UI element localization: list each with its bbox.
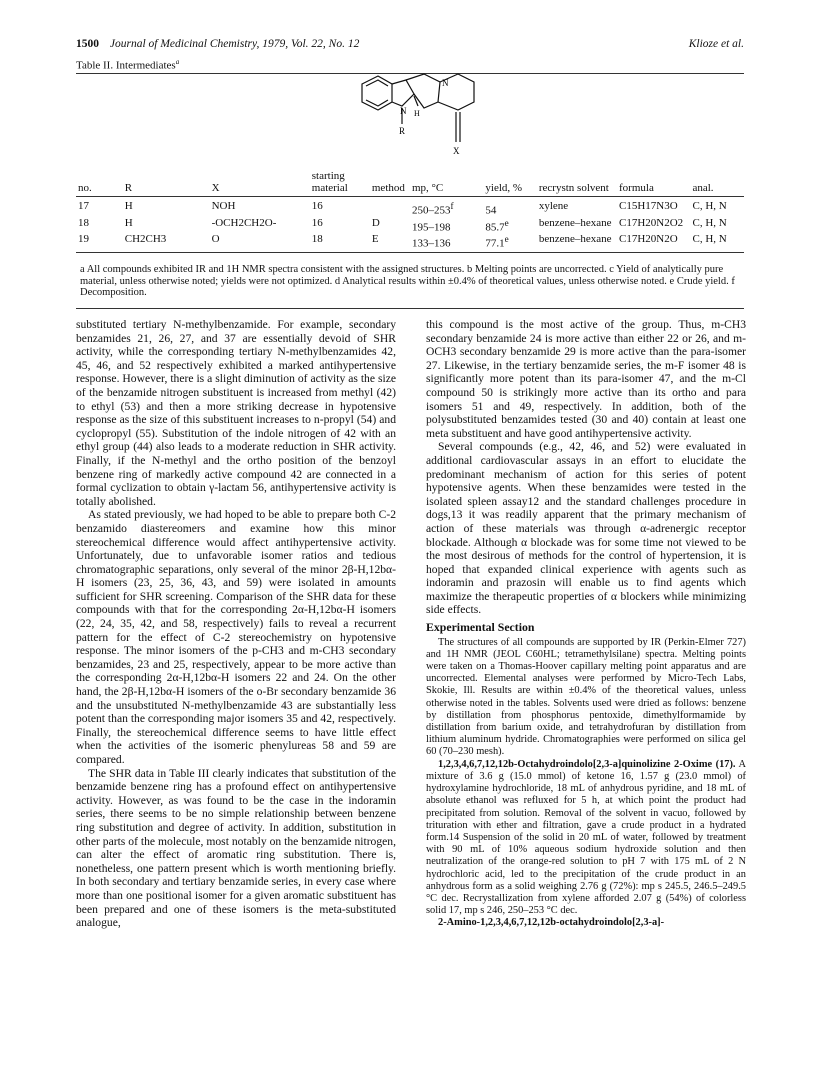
cell-x: -OCH2CH2O- <box>211 216 277 229</box>
cell-solvent: benzene–hexane <box>537 233 617 252</box>
cell-no: 18 <box>78 216 89 229</box>
table-bottom-rule <box>76 308 744 309</box>
col-header-method: method <box>370 170 410 197</box>
table-row <box>76 217 744 234</box>
cell-formula: C17H20N2O2 <box>619 216 684 229</box>
paragraph: As stated previously, we had hoped to be able to prepare both C-2 benzamido diastereomers and examine how this minor stereochemical difference would affect antihypertensive activity. Unfortunately, due to unfavorable isomer ratios and tedious chromatographic separations, only several of the minor 2β-H,12bα-H isomers (23, 25, 36, 43, and 59) were isolated in amounts sufficient for SHR screening. Comparison of the SHR data for these compounds with that for the corresponding 2α-H,12bα-H isomers (22, 24, 35, 42, and 58, respectively) fails to reveal a recurrent pattern for the effect of C-2 stereochemistry on hypotensive response. The minor isomers of the p-CH3 and m-CH3 secondary benzamides, 23 and 25, respectively, appear to be more active than the corresponding 2α-H,12bα-H isomers 22 and 24. On the other hand, the 2β-H,12bα-H isomers of the o-Br secondary benzamide 36 and the unsubstituted N-methylbenzamide 43 are substantially less potent than the corresponding major isomers 35 and 42, respectively. Finally, the stereochemical difference seems to have little effect when the activities of the isomeric phenylureas 58 and 59 are compared. <box>76 508 396 766</box>
cell-no: 17 <box>78 200 89 212</box>
cell-start: 16 <box>311 200 323 212</box>
cell-r: CH2CH3 <box>123 233 210 252</box>
cell-solvent: xylene <box>538 200 569 212</box>
cell-start: 16 <box>311 216 323 229</box>
cell-yield-value: 54 <box>485 204 497 217</box>
struct-label-r: R <box>399 126 406 136</box>
cell-no: 19 <box>76 233 123 252</box>
cell-mp <box>410 217 483 234</box>
author-header: Klioze et al. <box>688 38 744 50</box>
cell-formula: C15H17N3O <box>619 200 678 212</box>
cell-anal: C, H, N <box>692 200 727 212</box>
paragraph: substituted tertiary N-methylbenzamide. For example, secondary benzamides 21, 26, 27, and 37 are essentially devoid of SHR activity, while the corresponding tertiary N-methylbenzamides 42, 45, 46, and 52 respectively exhibited a marked antihypertensive response. However, there is a slight diminution of activity as the size of the benzamide nitrogen substituent is increased from methyl (42) to ethyl (53) and then a more striking decrease in hypotensive response as the size of this substituent increases to n-propyl (54) and cyclopropyl (55). Substitution of the indole nitrogen of 42 with an ethyl group (44) also leads to a moderate reduction in SHR activity. Finally, if the N-methyl and the ortho position of the benzoyl benzene ring of markedly active compound 42 are connected in a formal cyclization to obtain γ-lactam 56, antihypertensive activity is totally abolished. <box>76 318 396 508</box>
cell-r: H <box>124 216 133 229</box>
page-number: 1500 <box>76 38 99 50</box>
cell-yield-sup: e <box>504 217 509 228</box>
cell-x: NOH <box>211 200 236 212</box>
cell-start: 18 <box>310 233 370 252</box>
struct-label-n2: N <box>442 78 449 88</box>
cell-yield <box>483 197 536 217</box>
running-header <box>76 38 744 54</box>
chemical-structure-diagram <box>340 72 500 172</box>
col-header-solvent: recrystn solvent <box>537 170 617 197</box>
cell-method: E <box>370 233 410 252</box>
col-header-mp: mp, °C <box>410 170 483 197</box>
compound-next-paragraph <box>426 917 746 929</box>
table-row <box>76 197 744 217</box>
cell-mp <box>410 233 483 252</box>
col-header-anal: anal. <box>690 170 744 197</box>
cell-solvent: benzene–hexane <box>538 216 612 229</box>
experimental-paragraph: The structures of all compounds are supported by IR (Perkin-Elmer 727) and 1H NMR (JEOL C60HL; tetramethylsilane) spectra. Melting points were taken on a Thomas-Hoover capillary melting point apparatus and are uncorrected. Elemental analyses were performed by Micro-Tech Labs, Skokie, Ill. Results are within ±0.4% of the theoretical values, unless otherwise noted in the tables. Solvents used were dried as follows: benzene by distillation from phosphorus pentoxide, dimethylformamide by distillation from barium oxide, and tetrahydrofuran by distillation from lithium aluminum hydride. Chromatographies were performed on silica gel 60 (70–230 mesh). <box>426 636 746 758</box>
compound-17-title: 1,2,3,4,6,7,12,12b-Octahydroindolo[2,3-a]quinolizine 2-Oxime (17). <box>438 758 736 770</box>
cell-yield-sup: e <box>504 234 509 245</box>
body-left-column <box>76 318 396 930</box>
cell-yield-value: 85.7 <box>485 221 505 234</box>
col-header-starting-material: starting material <box>310 170 370 197</box>
cell-anal: C, H, N <box>692 216 727 229</box>
paragraph: The SHR data in Table III clearly indicates that substitution of the benzamide benzene ring has a profound effect on antihypertensive activity. However, as was found to be the case in the indoramin series, there seems to be no simple relationship between benzene ring substitution and degree of activity. In addition, substitution in other parts of the molecule, most notably on the benzamide nitrogen, can alter the effect of aromatic ring substitution. There is, nonetheless, one pattern present which is worth mentioning briefly. In both secondary and tertiary benzamide series, in every case where more than one positional isomer for a given aromatic substituent has been prepared and one of these isomers is the meta-substituted analogue, <box>76 766 396 930</box>
paragraph: Several compounds (e.g., 42, 46, and 52) were evaluated in additional cardiovascular assays in an effort to elucidate the predominant mechanism of action for this series of potent hypotensive agents. When these benzamides were tested in the isolated spleen assay12 and the standard challenges procedure in dogs,13 it was readily apparent that the primary mechanism of action of these materials was through α-adrenergic receptor blockade. Although α blockade was for some time not viewed to be the most desirous of methods for the control of hypertension, it is hoped that expanded clinical experience with agents such as indoramin and prazosin will enable us to find agents which maximize the therapeutic properties of α blockers while minimizing side effects. <box>426 440 746 617</box>
struct-label-n1: N <box>400 106 407 116</box>
journal-citation: Journal of Medicinal Chemistry, 1979, Vol. 22, No. 12 <box>109 38 360 50</box>
section-heading: Experimental Section <box>426 620 535 635</box>
cell-mp-value: 250–253 <box>411 204 451 217</box>
col-header-x: X <box>210 170 310 197</box>
cell-yield <box>483 217 536 234</box>
struct-label-x: X <box>453 146 460 156</box>
col-header-yield: yield, % <box>483 170 536 197</box>
table-caption-sup: a <box>175 58 180 66</box>
cell-mp <box>410 197 483 217</box>
cell-mp-value: 133–136 <box>411 237 451 250</box>
cell-anal: C, H, N <box>690 233 744 252</box>
body-right-column <box>426 318 746 930</box>
compound-next-title: 2-Amino-1,2,3,4,6,7,12,12b-octahydroindolo[2,3-a]- <box>438 917 665 929</box>
table-caption-text: Table II. Intermediates <box>76 59 176 72</box>
col-header-r: R <box>123 170 210 197</box>
table-row <box>76 233 744 252</box>
intermediates-table <box>76 170 744 253</box>
table-caption <box>76 58 179 72</box>
cell-yield <box>483 233 536 252</box>
cell-mp-value: 195–198 <box>411 221 451 234</box>
compound-17-paragraph <box>426 759 746 918</box>
cell-r: H <box>124 200 133 212</box>
cell-yield-value: 77.1 <box>485 237 505 250</box>
cell-x: O <box>210 233 310 252</box>
cell-formula: C17H20N2O <box>617 233 690 252</box>
struct-label-h: H <box>414 109 420 118</box>
compound-17-text: A mixture of 3.6 g (15.0 mmol) of ketone 16, 1.57 g (23.0 mmol) of hydroxylamine hydrochloride, 18 mL of anhydrous pyridine, and 18 mL of absolute ethanol was refluxed for 5 h, at which point the product had precipitated from solution. Removal of the solvent in vacuo, followed by trituration with ether and filtration, gave a crude product in a hydrated form.14 Suspension of the solid in 20 mL of water, followed by treatment with 90 mL of 10% aqueous sodium hydroxide solution and then neutralization of the orange-red solution to pH 7 with 175 mL of 2 N hydrochloric acid, led to the precipitation of the crude product in an anhydrous form as a solid weighing 2.76 g (72%): mp s 245.5, 246.5–249.5 °C dec. Recrystallization from xylene afforded 2.07 g (54%) of colorless solid 17, mp s 246, 250–253 °C dec. <box>426 758 747 917</box>
col-header-no: no. <box>76 170 123 197</box>
table-footnote: a All compounds exhibited IR and 1H NMR spectra consistent with the assigned structures. b Melting points are uncorrected. c Yield of analytically pure material, unless otherwise noted; yields were not optimized. d Analytical results within ±0.4% of theoretical values, unless otherwise noted. e Crude yield. f Decomposition. <box>80 264 735 298</box>
cell-method: D <box>371 216 380 229</box>
cell-mp-sup: f <box>450 201 454 211</box>
paragraph: this compound is the most active of the group. Thus, m-CH3 secondary benzamide 24 is more active than either 22 or 26, and m-OCH3 secondary benzamide 29 is more active than the para-isomer 27. Likewise, in the tertiary benzamide series, the m-F isomer 48 is significantly more potent than its para-isomer 47, and the m-Cl compound 50 is strikingly more active than its ortho and para isomers 51 and 49, respectively. In addition, both of the polysubstituted benzamides tested (30 and 40) contain at least one meta substituent and have good antihypertensive activity. <box>426 318 746 440</box>
cell-method <box>370 197 410 217</box>
table-header-row <box>76 170 744 197</box>
col-header-formula: formula <box>617 170 690 197</box>
